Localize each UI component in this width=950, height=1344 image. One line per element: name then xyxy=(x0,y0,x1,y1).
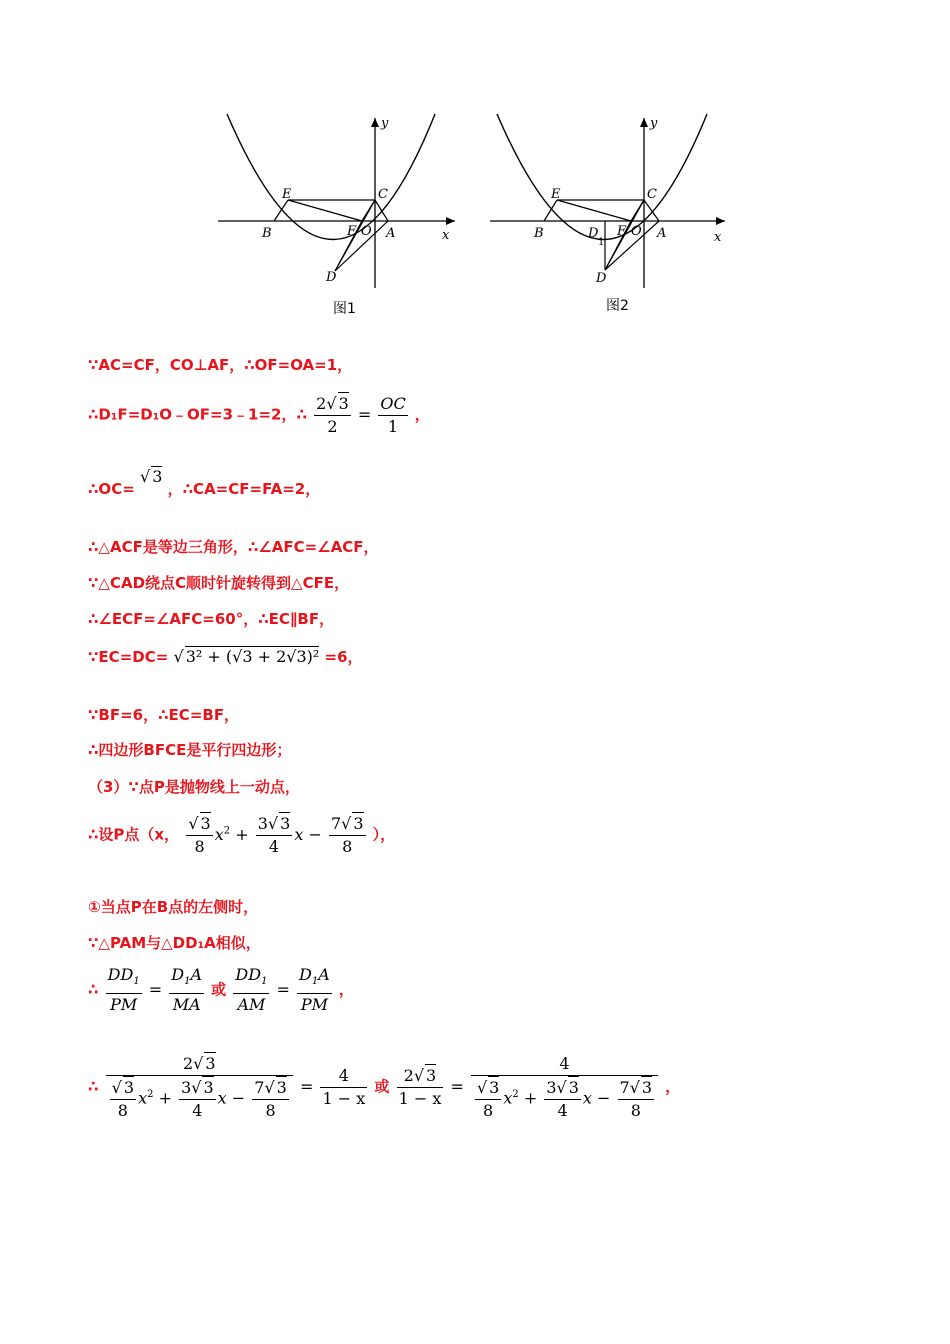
fig2-label-e: E xyxy=(551,187,561,202)
solution-line-12: ①当点P在B点的左侧时， xyxy=(88,898,259,916)
fig1-label-d: D xyxy=(326,270,337,285)
fig1-label-b: B xyxy=(262,226,272,241)
solution-line-2: ∴D₁F=D₁O﹣OF=3﹣1=2，∴ $\frac{2√ 3}{2}$ = $\frac{OC}{1}$ ， xyxy=(88,393,430,436)
figure-1-caption: 图1 xyxy=(333,301,356,317)
fig1-label-c: C xyxy=(378,187,388,202)
fig1-label-o: O xyxy=(361,224,372,239)
fraction-2sqrt3-over-2: $\frac{2√ 3}{2}$ xyxy=(316,394,349,436)
solution-line-1: ∵AC=CF，CO⊥AF，∴OF=OA=1， xyxy=(88,356,353,374)
fig1-label-x: x xyxy=(442,228,450,243)
line2-text: ∴D₁F=D₁O﹣OF=3﹣1=2，∴ xyxy=(88,405,307,424)
fig2-label-o: O xyxy=(631,224,642,239)
fig2-label-d1-sub: 1 xyxy=(598,237,605,248)
fig2-label-c: C xyxy=(647,187,657,202)
solution-line-11: ∴设P点（x， $\frac{√ 3}{8}$ $x^2$ + $\frac{3√ 3}{4}$ x − $\frac{7√ 3}{8}$ ）， xyxy=(88,814,396,856)
solution-line-7: ∵EC=DC= √ 3² + (√3 + 2√3)² =6， xyxy=(88,647,363,666)
solution-line-3: ∴OC= √ 3 ，∴CA=CF=FA=2， xyxy=(88,467,321,498)
fig1-label-e: E xyxy=(282,187,292,202)
fig2-label-x: x xyxy=(714,230,722,245)
fig1-label-f: F xyxy=(347,224,357,239)
figure-2 xyxy=(480,110,735,320)
fig2-label-a: A xyxy=(657,226,667,241)
figure-1 xyxy=(210,110,465,320)
fig2-label-b: B xyxy=(534,226,544,241)
solution-line-9: ∴四边形BFCE是平行四边形； xyxy=(88,741,292,759)
solution-line-14: ∴ $\frac{DD_1}{PM}$ = $\frac{D_1A}{MA}$ 或 $\frac{DD_1}{AM}$ = $\frac{D_1A}{PM}$ ， xyxy=(88,965,354,1015)
fig2-label-y: y xyxy=(650,116,658,131)
fig2-label-d1: D xyxy=(588,226,599,241)
solution-line-8: ∵BF=6，∴EC=BF， xyxy=(88,706,240,724)
fraction-oc-over-1: $\frac{OC}{1}$ xyxy=(380,393,406,436)
fig2-label-f: F xyxy=(617,224,627,239)
solution-line-13: ∵△PAM与△DD₁A相似， xyxy=(88,934,261,952)
solution-line-5: ∵△CAD绕点C顺时针旋转得到△CFE， xyxy=(88,574,350,592)
fig2-label-d: D xyxy=(596,271,607,286)
radical-ec-dc: 3² + (√3 + 2√3)² xyxy=(185,647,320,666)
solution-line-15: ∴ 2√ 3 $\frac{√ 3}{8}$ $x^2$ + $\frac{3√ 3}{4}$ x − $\frac{7√ 3}{8}$ = $\frac{4}{1 - x}$ 或 $\frac{2√ 3}{1 - x}$ = 4 $\frac{√ 3}{8}$ $x^2$ + $\frac{3√ 3}{4}$ x − $\frac{7√ 3}{8}$ ， xyxy=(88,1053,681,1120)
fig1-label-y: y xyxy=(381,116,389,131)
solution-line-10: （3）∵点P是抛物线上一动点， xyxy=(88,778,300,796)
solution-line-6: ∴∠ECF=∠AFC=60°，∴EC∥BF， xyxy=(88,610,335,628)
fig1-label-a: A xyxy=(386,226,396,241)
solution-line-4: ∴△ACF是等边三角形，∴∠AFC=∠ACF， xyxy=(88,538,379,556)
figure-2-caption: 图2 xyxy=(606,298,629,314)
